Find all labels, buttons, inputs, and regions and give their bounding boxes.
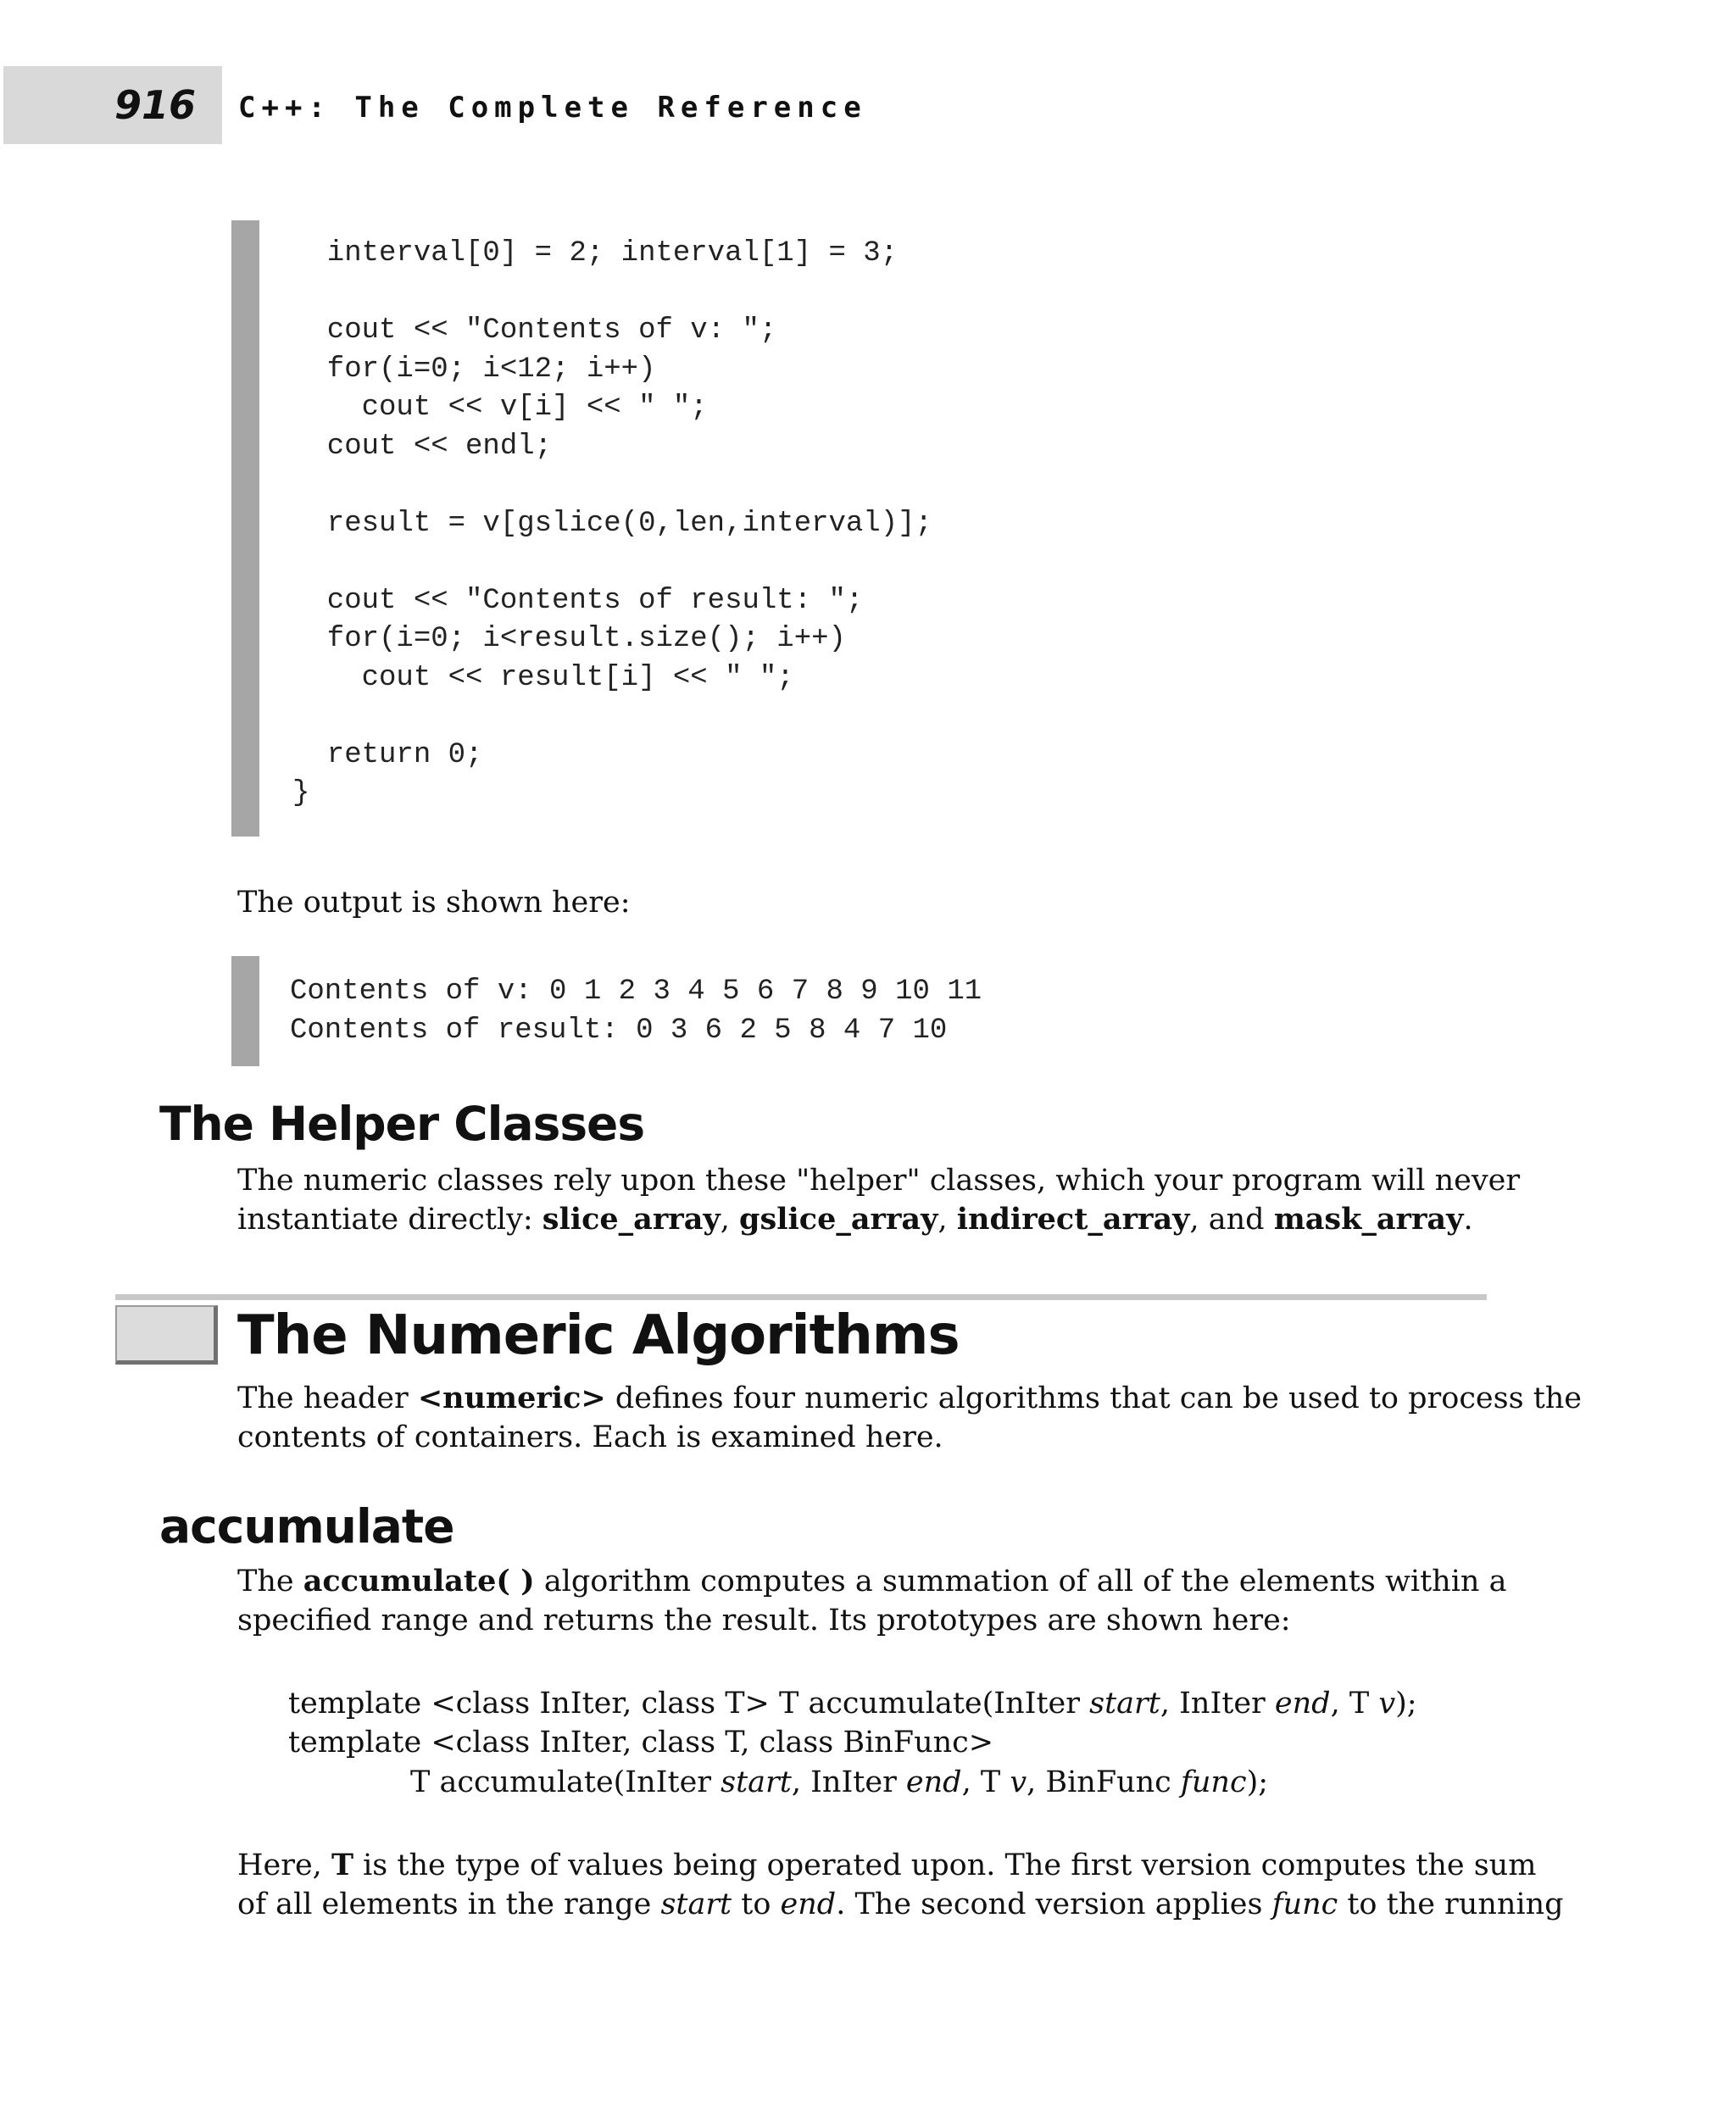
prototype-line-2: template <class InIter, class T, class BinFunc> (288, 1726, 994, 1760)
numeric-algorithms-line-1: The header <numeric> defines four numeric algorithms that can be used to process the (237, 1381, 1583, 1415)
accumulate-heading: accumulate (159, 1499, 454, 1554)
mask-array-term: mask_array (1273, 1202, 1464, 1237)
helper-classes-line-1: The numeric classes rely upon these "helper" classes, which your program will never (237, 1164, 1521, 1198)
indirect-array-term: indirect_array (956, 1202, 1190, 1237)
gslice-array-term: gslice_array (739, 1202, 938, 1237)
output-listing-bar (231, 956, 259, 1066)
code-line: interval[0] = 2; interval[1] = 3; (292, 237, 899, 270)
slice-array-term: slice_array (542, 1202, 721, 1237)
code-line: for(i=0; i<12; i++) (292, 353, 656, 386)
code-line: cout << result[i] << " "; (292, 661, 794, 694)
code-line: cout << "Contents of v: "; (292, 314, 777, 347)
output-listing (290, 973, 982, 1050)
numeric-algorithms-heading: The Numeric Algorithms (237, 1304, 960, 1367)
prototype-line-3: T accumulate(InIter start, InIter end, T v, BinFunc func); (410, 1765, 1269, 1799)
code-line: } (292, 777, 310, 809)
code-listing (292, 235, 932, 814)
section-marker-box (115, 1305, 218, 1365)
numeric-algorithms-line-2: contents of containers. Each is examined here. (237, 1420, 943, 1454)
code-line: cout << v[i] << " "; (292, 392, 708, 424)
code-line: return 0; (292, 738, 483, 771)
code-line: for(i=0; i<result.size(); i++) (292, 623, 846, 655)
output-intro: The output is shown here: (237, 886, 631, 920)
type-T-term: T (331, 1848, 353, 1882)
output-line: Contents of result: 0 3 6 2 5 8 4 7 10 (290, 1014, 948, 1047)
accumulate-explanation-line-2: of all elements in the range start to end. The second version applies func to the running (237, 1887, 1564, 1921)
code-line: cout << "Contents of result: "; (292, 584, 864, 617)
code-listing-bar (231, 220, 259, 837)
code-line: result = v[gslice(0,len,interval)]; (292, 507, 932, 540)
code-line: cout << endl; (292, 430, 553, 463)
running-title: C++: The Complete Reference (238, 91, 867, 125)
prototype-line-1: template <class InIter, class T> T accumulate(InIter start, InIter end, T v); (288, 1687, 1417, 1721)
page-number: 916 (114, 82, 197, 128)
accumulate-explanation-line-1: Here, T is the type of values being operated upon. The first version computes the sum (237, 1848, 1537, 1882)
accumulate-function-term: accumulate( ) (303, 1564, 535, 1598)
output-line: Contents of v: 0 1 2 3 4 5 6 7 8 9 10 11 (290, 976, 982, 1008)
section-divider-rule (115, 1294, 1487, 1300)
accumulate-line-1: The accumulate( ) algorithm computes a summation of all of the elements within a (237, 1564, 1507, 1598)
numeric-header-term: <numeric> (417, 1381, 606, 1415)
accumulate-line-2: specified range and returns the result. Its prototypes are shown here: (237, 1604, 1291, 1637)
helper-classes-line-2: instantiate directly: slice_array, gslice_array, indirect_array, and mask_array. (237, 1202, 1473, 1237)
helper-classes-heading: The Helper Classes (159, 1097, 645, 1151)
